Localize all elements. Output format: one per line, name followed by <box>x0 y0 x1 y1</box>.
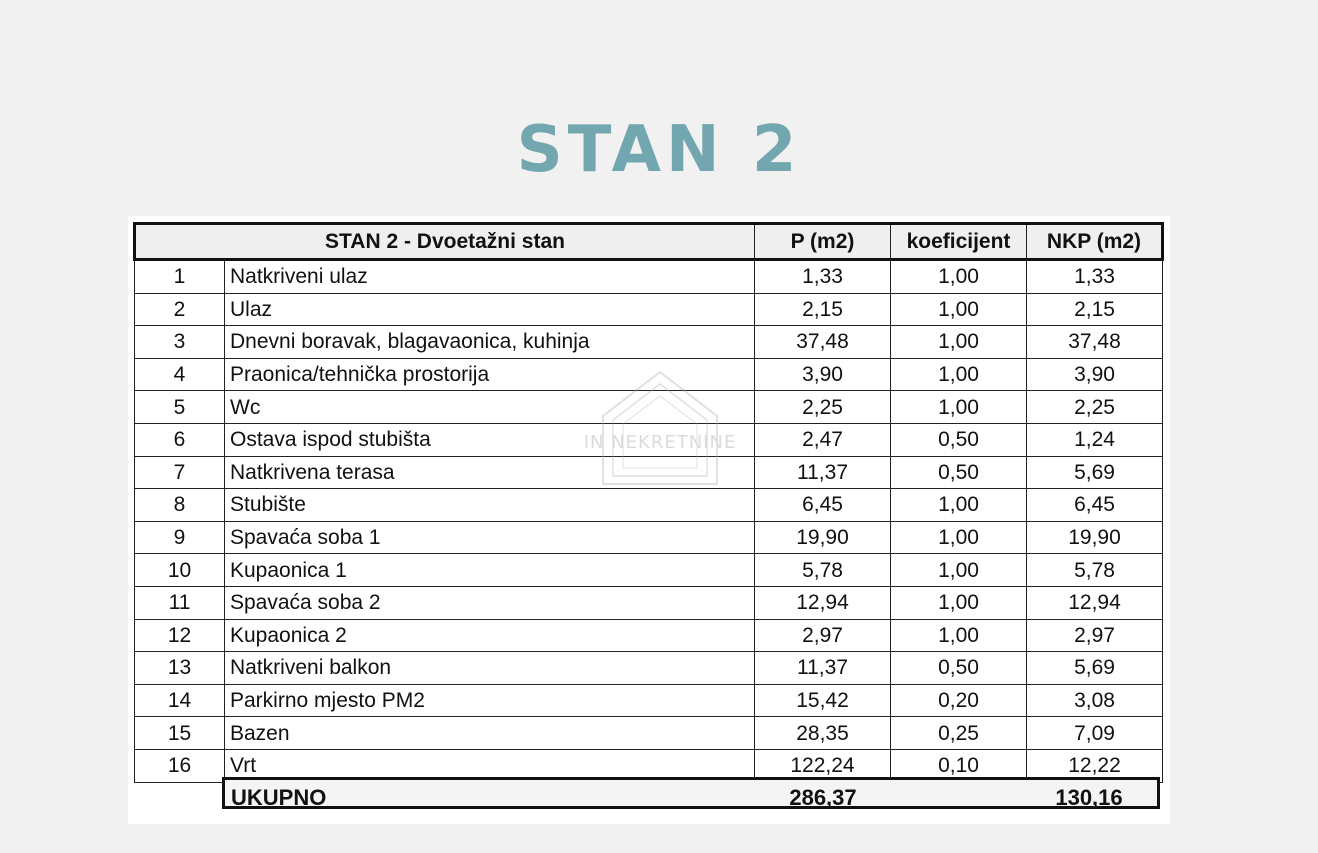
row-number: 4 <box>135 358 225 391</box>
room-area: 28,35 <box>755 717 891 750</box>
row-number: 6 <box>135 423 225 456</box>
table-row <box>135 293 1163 326</box>
room-name: Bazen <box>225 717 755 750</box>
room-net-area: 12,94 <box>1027 586 1163 619</box>
room-name: Ostava ispod stubišta <box>225 423 755 456</box>
watermark-text: IN NEKRETNINE <box>583 432 737 453</box>
header-net-area: NKP (m2) <box>1027 224 1163 260</box>
table-row <box>135 586 1163 619</box>
header-coefficient: koeficijent <box>891 224 1027 260</box>
row-number: 12 <box>135 619 225 652</box>
row-number: 16 <box>135 749 225 782</box>
room-coefficient: 0,20 <box>891 684 1027 717</box>
room-area: 1,33 <box>755 260 891 294</box>
room-area: 6,45 <box>755 489 891 522</box>
room-coefficient: 1,00 <box>891 358 1027 391</box>
room-name: Spavaća soba 1 <box>225 521 755 554</box>
total-label: UKUPNO <box>231 785 327 810</box>
room-net-area: 19,90 <box>1027 521 1163 554</box>
room-area: 15,42 <box>755 684 891 717</box>
table-row <box>135 456 1163 489</box>
header-area: P (m2) <box>755 224 891 260</box>
table-row <box>135 521 1163 554</box>
room-net-area: 6,45 <box>1027 489 1163 522</box>
room-name: Parkirno mjesto PM2 <box>225 684 755 717</box>
table-row <box>135 684 1163 717</box>
room-net-area: 3,08 <box>1027 684 1163 717</box>
row-number: 10 <box>135 554 225 587</box>
room-net-area: 2,97 <box>1027 619 1163 652</box>
table-row <box>135 652 1163 685</box>
table-header-row <box>135 224 1163 260</box>
room-net-area: 1,24 <box>1027 423 1163 456</box>
room-area: 12,94 <box>755 586 891 619</box>
room-name: Vrt <box>225 749 755 782</box>
room-name: Dnevni boravak, blagavaonica, kuhinja <box>225 326 755 359</box>
total-row <box>222 777 1160 809</box>
row-number: 7 <box>135 456 225 489</box>
room-name: Wc <box>225 391 755 424</box>
row-number: 13 <box>135 652 225 685</box>
room-net-area: 5,69 <box>1027 652 1163 685</box>
row-number: 1 <box>135 260 225 294</box>
room-coefficient: 1,00 <box>891 293 1027 326</box>
total-net-area: 130,16 <box>1055 785 1123 810</box>
room-net-area: 5,78 <box>1027 554 1163 587</box>
room-name: Stubište <box>225 489 755 522</box>
table-row <box>135 554 1163 587</box>
room-name: Praonica/tehnička prostorija <box>225 358 755 391</box>
room-coefficient: 1,00 <box>891 489 1027 522</box>
table-row <box>135 391 1163 424</box>
room-coefficient: 0,10 <box>891 749 1027 782</box>
room-name: Kupaonica 2 <box>225 619 755 652</box>
room-net-area: 37,48 <box>1027 326 1163 359</box>
room-coefficient: 1,00 <box>891 391 1027 424</box>
header-unit-name: STAN 2 - Dvoetažni stan <box>135 224 755 260</box>
table-row <box>135 717 1163 750</box>
room-area: 3,90 <box>755 358 891 391</box>
room-net-area: 5,69 <box>1027 456 1163 489</box>
table-row <box>135 358 1163 391</box>
room-area: 122,24 <box>755 749 891 782</box>
total-area: 286,37 <box>789 785 857 810</box>
room-net-area: 2,25 <box>1027 391 1163 424</box>
room-coefficient: 0,25 <box>891 717 1027 750</box>
page-title: STAN 2 <box>516 113 802 187</box>
row-number: 3 <box>135 326 225 359</box>
room-coefficient: 0,50 <box>891 423 1027 456</box>
room-coefficient: 1,00 <box>891 260 1027 294</box>
table-row <box>135 423 1163 456</box>
room-area: 2,47 <box>755 423 891 456</box>
room-area: 37,48 <box>755 326 891 359</box>
row-number: 9 <box>135 521 225 554</box>
room-area: 2,15 <box>755 293 891 326</box>
row-number: 5 <box>135 391 225 424</box>
row-number: 15 <box>135 717 225 750</box>
row-number: 2 <box>135 293 225 326</box>
room-area: 19,90 <box>755 521 891 554</box>
room-area: 11,37 <box>755 456 891 489</box>
room-net-area: 2,15 <box>1027 293 1163 326</box>
row-number: 11 <box>135 586 225 619</box>
room-name: Spavaća soba 2 <box>225 586 755 619</box>
area-table <box>133 222 1164 783</box>
room-coefficient: 0,50 <box>891 652 1027 685</box>
table-row <box>135 619 1163 652</box>
room-area: 2,25 <box>755 391 891 424</box>
room-name: Natkriveni ulaz <box>225 260 755 294</box>
row-number: 8 <box>135 489 225 522</box>
room-name: Ulaz <box>225 293 755 326</box>
room-coefficient: 1,00 <box>891 554 1027 587</box>
room-coefficient: 1,00 <box>891 521 1027 554</box>
room-coefficient: 1,00 <box>891 326 1027 359</box>
room-area: 11,37 <box>755 652 891 685</box>
room-area: 5,78 <box>755 554 891 587</box>
room-coefficient: 1,00 <box>891 619 1027 652</box>
table-row <box>135 260 1163 294</box>
room-area: 2,97 <box>755 619 891 652</box>
room-net-area: 3,90 <box>1027 358 1163 391</box>
room-name: Natkrivena terasa <box>225 456 755 489</box>
table-row <box>135 326 1163 359</box>
row-number: 14 <box>135 684 225 717</box>
room-coefficient: 0,50 <box>891 456 1027 489</box>
room-name: Kupaonica 1 <box>225 554 755 587</box>
room-name: Natkriveni balkon <box>225 652 755 685</box>
room-net-area: 12,22 <box>1027 749 1163 782</box>
room-coefficient: 1,00 <box>891 586 1027 619</box>
room-net-area: 1,33 <box>1027 260 1163 294</box>
room-net-area: 7,09 <box>1027 717 1163 750</box>
table-row <box>135 489 1163 522</box>
